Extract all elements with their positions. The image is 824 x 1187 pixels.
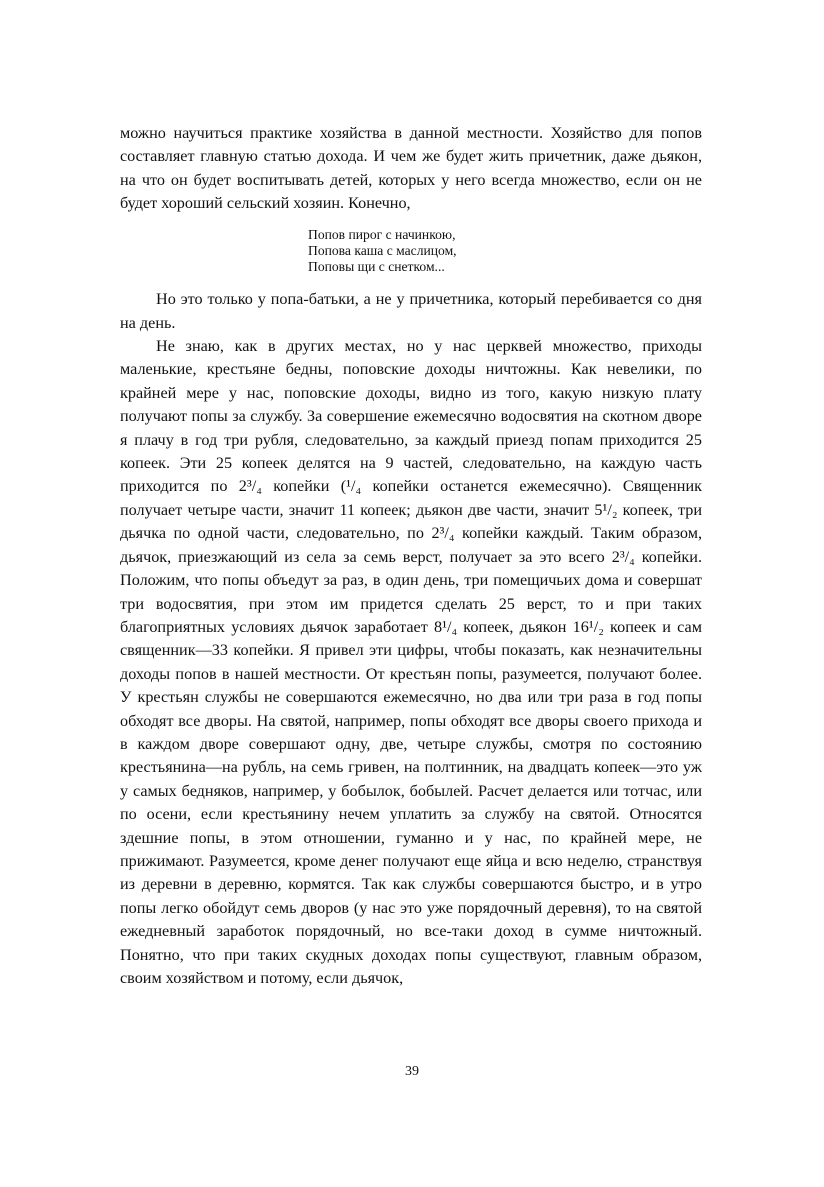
verse-quote (308, 227, 702, 276)
paragraph: Не знаю, как в других местах, но у нас церквей множество, приходы маленькие, крестьяне бедны, поповские доходы ничтожны. Как невелики, по крайней мере у нас, поповские доходы, видно из того, какую низкую плату получают попы за службу. За совершение ежемесячно водосвятия на скотном дворе я плачу в год три рубля, следовательно, за каждый приезд попам приходится 25 копеек. Эти 25 копеек делятся на 9 частей, следовательно, на каждую часть приходится по 2³/₄ копейки (¹/₄ копейки останется ежемесячно). Священник получает четыре части, значит 11 копеек; дьякон две части, значит 5¹/₂ копеек, три дьячка по одной части, следовательно, по 2³/₄ копейки каждый. Таким образом, дьячок, приезжающий из села за семь верст, получает за это всего 2³/₄ копейки. Положим, что попы объедут за раз, в один день, три помещичьих дома и совершат три водосвятия, при этом им придется сделать 25 верст, то и при таких благоприятных условиях дьячок заработает 8¹/₄ копеек, дьякон 16¹/₂ копеек и сам священник—33 копейки. Я привел эти цифры, чтобы показать, как незначительны доходы попов в нашей местности. От крестьян попы, разумеется, получают более. У крестьян службы не совершаются ежемесячно, но два или три раза в год попы обходят все дворы. На святой, например, попы обходят все дворы своего прихода и в каждом дворе совершают одну, две, четыре службы, смотря по состоянию крестьянина—на рубль, на семь гривен, на полтинник, на двадцать копеек—это уж у самых бедняков, например, у бобылок, бобылей. Расчет делается или тотчас, или по осени, если крестьянину нечем уплатить за службу на святой. Относятся здешние попы, в этом отношении, гуманно и у нас, по крайней мере, не прижимают. Разумеется, кроме денег получают еще яйца и всю неделю, странствуя из деревни в деревню, кормятся. Так как службы совершаются быстро, и в утро попы легко обойдут семь дворов (у нас это уже порядочный деревня), то на святой ежедневный заработок порядочный, но все-таки доход в сумме ничтожный. Понятно, что при таких скудных доходах попы существуют, главным образом, своим хозяйством и потому, если дьячок, (120, 337, 702, 988)
verse-line: Поповы щи с снетком... (308, 259, 445, 275)
page-number: 39 (405, 1064, 419, 1079)
paragraph-continued: можно научиться практике хозяйства в данной местности. Хозяйство для попов составляет главную статью дохода. И чем же будет жить причетник, даже дьякон, на что он будет воспитывать детей, которых у него всегда множество, если он не будет хороший сельский хозяин. Конечно, (120, 124, 702, 213)
verse-line: Попова каша с маслицом, (308, 242, 457, 258)
page-text (120, 122, 702, 990)
verse-line: Попов пирог с начинкою, (308, 226, 456, 242)
paragraph: Но это только у попа-батьки, а не у причетника, который перебивается со дня на день. (120, 290, 702, 332)
